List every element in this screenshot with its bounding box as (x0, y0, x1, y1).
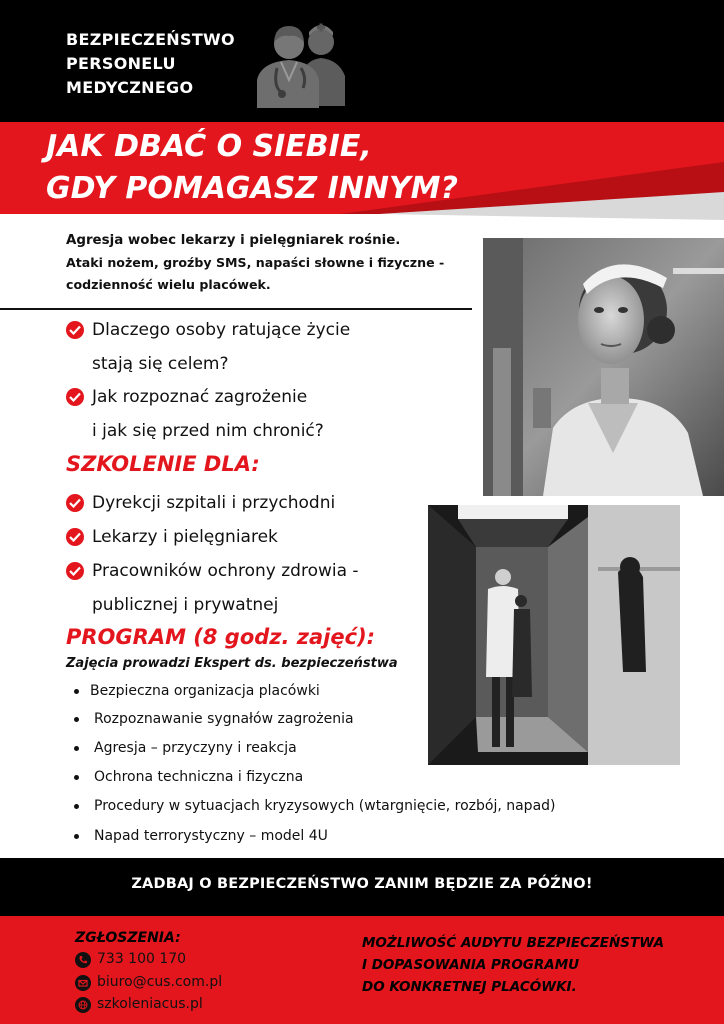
audit-note (362, 932, 664, 998)
nurse-photo (483, 238, 724, 496)
question-line: Jak rozpoznać zagrożenie (92, 387, 308, 407)
question-line: Dlaczego osoby ratujące życie (92, 320, 351, 340)
intro-line-3: codzienność wielu placówek. (66, 277, 271, 292)
globe-icon (75, 997, 91, 1013)
bullet-dot (74, 804, 79, 809)
headline (46, 126, 458, 210)
brand-line-2: PERSONELU (66, 54, 176, 73)
audience-line: Pracowników ochrony zdrowia - (92, 561, 359, 581)
website: szkoleniacus.pl (97, 996, 203, 1012)
program-item-text: Procedury w sytuacjach kryzysowych (wtargnięcie, rozbój, napad) (94, 798, 556, 814)
audience-line: Dyrekcji szpitali i przychodni (92, 493, 336, 513)
cta-text: ZADBAJ O BEZPIECZEŃSTWO ZANIM BĘDZIE ZA PÓŹNO! (131, 876, 593, 892)
bullet-dot (74, 717, 79, 722)
audit-line-2: I DOPASOWANIA PROGRAMU (362, 957, 580, 973)
brand-line-1: BEZPIECZEŃSTWO (66, 30, 235, 49)
email-icon (75, 975, 91, 991)
bullet-dot (74, 689, 79, 694)
headline-line-2: GDY POMAGASZ INNYM? (46, 171, 458, 206)
check-icon (66, 494, 84, 512)
check-icon (66, 562, 84, 580)
program-item-text: Rozpoznawanie sygnałów zagrożenia (94, 711, 354, 727)
program-heading: PROGRAM (8 godz. zajęć): (66, 625, 376, 649)
program-item-text: Ochrona techniczna i fizyczna (94, 769, 304, 785)
brand-line-3: MEDYCZNEGO (66, 78, 194, 97)
bullet-dot (74, 834, 79, 839)
phone-icon (75, 952, 91, 968)
email-address: biuro@cus.com.pl (97, 974, 223, 990)
brand-title (66, 28, 235, 100)
program-item-text: Bezpieczna organizacja placówki (90, 683, 320, 699)
program-subheading: Zajęcia prowadzi Ekspert ds. bezpieczeństwa (66, 656, 398, 671)
intro-text (66, 230, 466, 296)
question-line: i jak się przed nim chronić? (92, 421, 324, 441)
bullet-dot (74, 746, 79, 751)
check-icon (66, 321, 84, 339)
contact-heading: ZGŁOSZENIA: (75, 930, 181, 946)
bullet-dot (74, 775, 79, 780)
check-icon (66, 528, 84, 546)
audience-heading: SZKOLENIE DLA: (66, 452, 260, 476)
headline-line-1: JAK DBAĆ O SIEBIE, (46, 129, 372, 164)
audit-line-3: DO KONKRETNEJ PLACÓWKI. (362, 979, 577, 995)
intro-line-1: Agresja wobec lekarzy i pielęgniarek rośnie. (66, 233, 401, 248)
phone-number: 733 100 170 (97, 951, 187, 967)
question-line: stają się celem? (92, 354, 229, 374)
check-icon (66, 388, 84, 406)
medical-staff-icon (253, 14, 353, 110)
audience-line: publicznej i prywatnej (92, 595, 279, 615)
intro-line-2: Ataki nożem, groźby SMS, napaści słowne i fizyczne - (66, 255, 445, 270)
corridor-photo (418, 497, 688, 775)
divider (0, 308, 472, 310)
program-item-text: Agresja – przyczyny i reakcja (94, 740, 297, 756)
audience-line: Lekarzy i pielęgniarek (92, 527, 278, 547)
program-item-text: Napad terrorystyczny – model 4U (94, 828, 328, 844)
audit-line-1: MOŻLIWOŚĆ AUDYTU BEZPIECZEŃSTWA (362, 935, 665, 951)
